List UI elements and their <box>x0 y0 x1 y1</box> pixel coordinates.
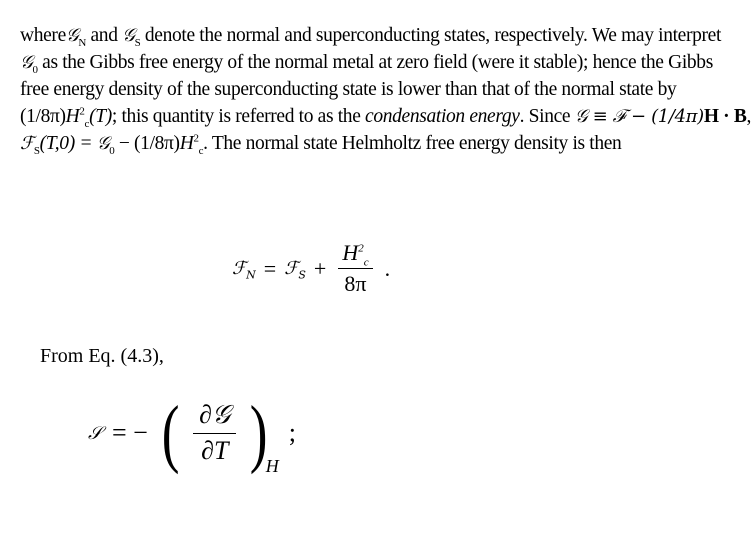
subscript-n: N <box>246 268 256 282</box>
text-line-4: ; this quantity is referred to as the <box>111 106 366 127</box>
fraction <box>338 240 372 297</box>
paragraph-line-1 <box>20 22 722 49</box>
subscript-0: 0 <box>32 63 38 76</box>
paragraph-line-2 <box>20 49 713 76</box>
h-symbol: H <box>65 106 80 127</box>
subscript-h: H <box>265 456 279 476</box>
text-since: . Since <box>519 106 575 127</box>
subscript-n: N <box>78 36 86 49</box>
period: . <box>384 255 391 281</box>
term-condensation-energy: condensation energy <box>365 106 520 127</box>
comma: , <box>746 106 751 127</box>
equation-entropy <box>88 391 296 476</box>
fraction-numerator <box>338 240 372 269</box>
text-factor: − (1/8π) <box>114 133 180 154</box>
plus-sign: + <box>313 255 327 281</box>
eq1-lhs <box>232 258 256 282</box>
superscript-2: 2 <box>193 132 199 145</box>
text-line-1: denote the normal and superconducting states, respectively. We may interpret <box>140 25 722 46</box>
helmholtz-symbol: ℱ <box>232 258 247 279</box>
fraction-denominator: 8π <box>344 271 367 296</box>
subscript-c: c <box>84 117 90 130</box>
from-equation-text: From Eq. (4.3), <box>40 345 164 367</box>
equation-helmholtz-normal <box>232 240 390 297</box>
paragraph-line-5 <box>20 130 710 157</box>
partial-numerator: ∂𝒢 <box>193 400 236 434</box>
entropy-symbol: 𝒮 <box>88 422 102 444</box>
equals-minus: = − <box>111 418 148 447</box>
h-dot-b: H · B <box>703 106 747 127</box>
superscript-2: 2 <box>79 105 85 118</box>
gibbs-symbol: 𝒢 <box>20 52 33 73</box>
semicolon: ; <box>288 418 296 447</box>
t-argument: (T) <box>89 106 112 127</box>
subscript-0: 0 <box>109 144 115 157</box>
subscript-s: S <box>298 268 306 282</box>
h-symbol: H <box>342 240 359 265</box>
subscript-c: c <box>363 256 369 269</box>
text-args: (T,0) = <box>39 133 97 154</box>
equals-sign: = <box>263 255 277 281</box>
left-paren: ( <box>161 391 180 475</box>
subscript-c: c <box>198 144 204 157</box>
text-line-5: . The normal state Helmholtz free energy density is then <box>203 133 622 154</box>
subscript-s: S <box>134 36 141 49</box>
right-paren: ) <box>250 391 268 475</box>
gibbs-symbol: 𝒢 <box>65 25 79 46</box>
paragraph-line-4 <box>20 103 751 130</box>
text-line-2: as the Gibbs free energy of the normal metal at zero field (were it stable); hence the Gibbs <box>37 52 713 73</box>
eq1-rhs <box>284 258 306 282</box>
subscript-s: S <box>33 144 40 157</box>
superscript-2: 2 <box>358 242 364 255</box>
partial-fraction <box>193 400 236 466</box>
paragraph-text <box>20 22 751 157</box>
identity-expression: 𝒢 ≡ ℱ − (1/4π) <box>574 106 704 127</box>
text-where: where <box>20 25 66 46</box>
helmholtz-symbol: ℱ <box>284 258 299 279</box>
gibbs-symbol: 𝒢 <box>122 25 135 46</box>
gibbs-symbol: 𝒢 <box>96 133 110 154</box>
h-symbol: H <box>179 133 194 154</box>
text-factor: (1/8π) <box>20 106 66 127</box>
paragraph-line-3: free energy density of the superconducting state is lower than that of the normal state by <box>20 79 677 100</box>
partial-denominator: ∂T <box>201 436 229 465</box>
helmholtz-symbol: ℱ <box>20 133 34 154</box>
text-and: and <box>85 25 123 46</box>
